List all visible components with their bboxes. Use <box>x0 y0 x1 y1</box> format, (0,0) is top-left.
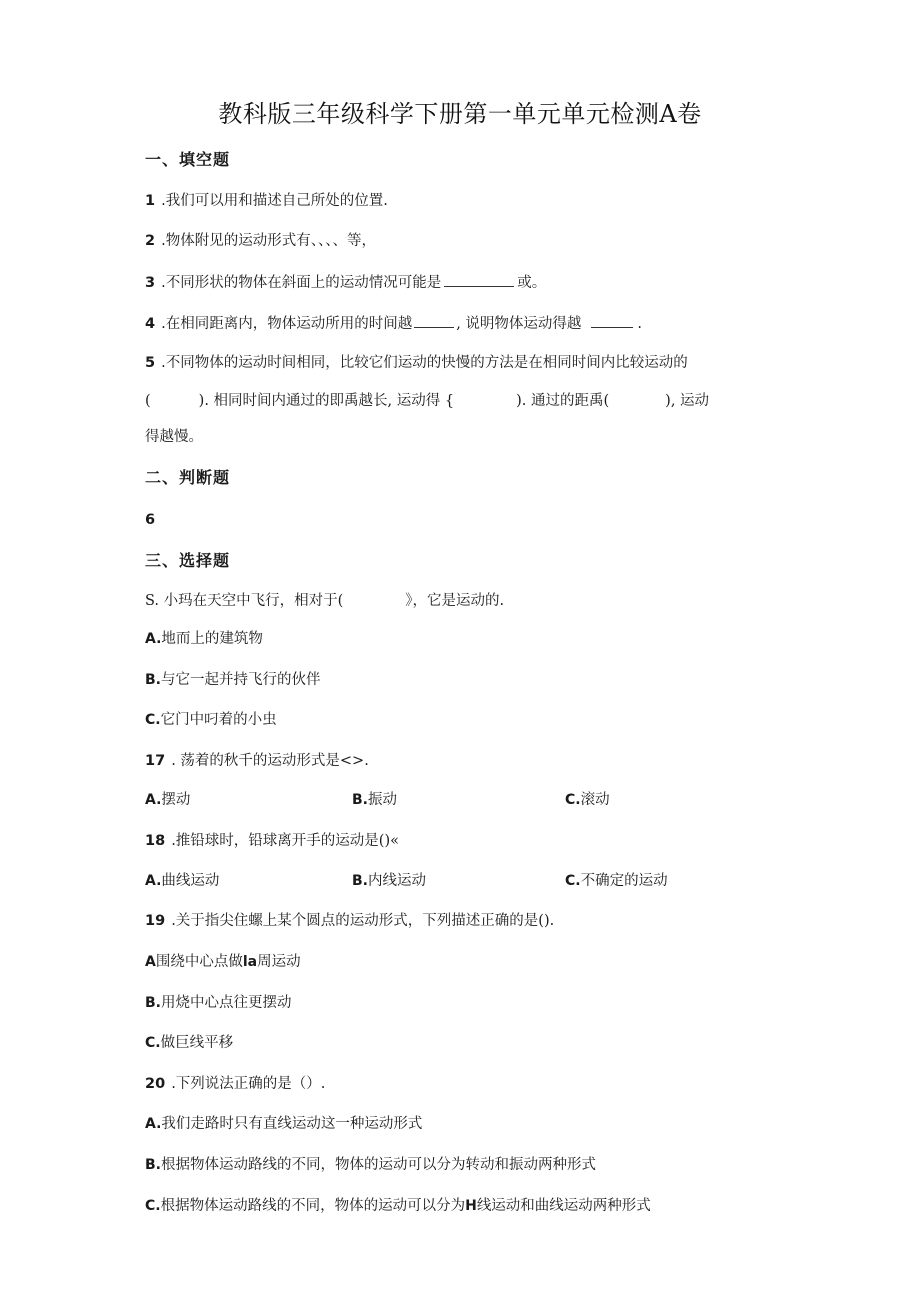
option-text: 它门中叼着的小虫 <box>160 712 277 728</box>
option-text: 滚动 <box>580 792 610 808</box>
section-choice-heading: 三、选择题 <box>145 551 231 570</box>
question-19 <box>145 911 554 931</box>
option-text: 周运动 <box>257 954 301 970</box>
option-a <box>145 790 190 810</box>
option-text: 振动 <box>368 792 397 808</box>
question-number: 20 <box>145 1076 166 1092</box>
question-text: 或。 <box>517 275 547 291</box>
option-letter: C. <box>565 792 581 808</box>
option-text: 不确定的运动 <box>580 873 668 889</box>
question-20 <box>145 1074 325 1094</box>
question-text: 得越慢。 <box>145 429 203 445</box>
option-b <box>145 1155 596 1175</box>
question-text: , 说明物体运动得越 <box>456 316 582 332</box>
question-text: .不同物体的运动时间相同，比较它们运动的快慢的方法是在相同时间内比较运动的 <box>161 355 688 371</box>
option-c <box>565 871 668 891</box>
option-text: 内线运动 <box>368 873 426 889</box>
option-text: 摆动 <box>161 792 191 808</box>
question-number: 19 <box>145 913 166 929</box>
option-b <box>145 993 292 1013</box>
option-letter: C. <box>145 1198 161 1214</box>
question-text: .下列说法正确的是（）. <box>171 1076 326 1092</box>
question-text: .在相同距离内，物体运动所用的时间越 <box>161 316 413 332</box>
option-letter: C. <box>565 873 581 889</box>
option-a <box>145 1114 422 1134</box>
option-text: 线运动和曲线运动两种形式 <box>476 1198 651 1214</box>
question-6 <box>145 510 161 530</box>
option-a <box>145 629 263 649</box>
question-text: .关于指尖住螺上某个圆点的运动形式，下列描述正确的是(). <box>171 913 555 929</box>
question-text: .物体附见的运动形式有、、、、等， <box>161 233 376 249</box>
question-text: .不同形状的物体在斜面上的运动情况可能是 <box>161 275 442 291</box>
question-4 <box>145 313 642 334</box>
option-letter: A. <box>145 792 162 808</box>
question-number: 6 <box>145 512 156 528</box>
question-text: .推铅球时，铅球离开手的运动是()« <box>171 833 399 849</box>
option-b <box>352 871 426 891</box>
question-text: . <box>637 316 643 332</box>
question-s <box>145 591 504 611</box>
option-a <box>145 871 219 891</box>
answer-blank <box>414 313 454 328</box>
option-letter: B. <box>145 672 161 688</box>
question-number: 4 <box>145 316 156 332</box>
option-text: 用烧中心点往更摆动 <box>161 995 292 1011</box>
question-number: 18 <box>145 833 166 849</box>
option-b <box>145 670 321 690</box>
option-letter: B. <box>352 873 368 889</box>
option-text-bold: la <box>242 954 258 970</box>
option-text-bold: H <box>465 1198 477 1214</box>
question-18 <box>145 831 399 851</box>
question-number: 5 <box>145 355 156 371</box>
question-number: 3 <box>145 275 156 291</box>
option-c <box>145 710 277 730</box>
question-2 <box>145 231 376 251</box>
question-5-line-2 <box>145 391 709 411</box>
option-letter: A. <box>145 631 162 647</box>
question-text: ). 相同时间内通过的即禹越长, 运动得 { <box>198 393 455 409</box>
paren-open: ( <box>145 393 151 409</box>
answer-blank <box>591 313 633 328</box>
option-c <box>145 1033 233 1053</box>
option-letter: A <box>145 954 156 970</box>
question-3 <box>145 272 546 293</box>
option-text: 地而上的建筑物 <box>161 631 263 647</box>
option-c <box>565 790 610 810</box>
question-number: 17 <box>145 753 166 769</box>
question-text: . 荡着的秋千的运动形式是<>. <box>171 753 369 769</box>
answer-blank <box>444 272 514 287</box>
option-b <box>352 790 397 810</box>
option-text: 做巨线平移 <box>160 1035 234 1051</box>
option-letter: B. <box>145 1157 161 1173</box>
option-letter: C. <box>145 712 161 728</box>
question-text: .我们可以用和描述自己所处的位置. <box>161 193 388 209</box>
option-letter: A. <box>145 1116 162 1132</box>
option-a <box>145 952 301 972</box>
question-17 <box>145 751 369 771</box>
section-fill-heading: 一、填空题 <box>145 150 231 169</box>
section-judge-heading: 二、判断题 <box>145 468 231 487</box>
option-letter: C. <box>145 1035 161 1051</box>
option-text: 围绕中心点做 <box>155 954 243 970</box>
option-text: 根据物体运动路线的不同，物体的运动可以分为 <box>160 1198 466 1214</box>
page-title: 教科版三年级科学下册第一单元单元检测A卷 <box>218 100 702 128</box>
option-letter: B. <box>352 792 368 808</box>
question-text: ), 运动 <box>665 393 710 409</box>
question-text: 》，它是运动的. <box>405 593 505 609</box>
option-letter: B. <box>145 995 161 1011</box>
question-5-line-3 <box>145 427 203 447</box>
option-letter: A. <box>145 873 162 889</box>
question-5 <box>145 353 688 373</box>
question-text: ). 通过的距禹( <box>516 393 610 409</box>
question-text: S. 小玛在天空中飞行，相对于( <box>145 593 344 609</box>
option-text: 与它一起并持飞行的伙伴 <box>161 672 321 688</box>
option-text: 曲线运动 <box>161 873 220 889</box>
question-number: 1 <box>145 193 156 209</box>
question-number: 2 <box>145 233 156 249</box>
question-1 <box>145 191 388 211</box>
option-text: 我们走路时只有直线运动这一种运动形式 <box>161 1116 423 1132</box>
option-c <box>145 1196 651 1216</box>
option-text: 根据物体运动路线的不同，物体的运动可以分为转动和振动两种形式 <box>161 1157 596 1173</box>
